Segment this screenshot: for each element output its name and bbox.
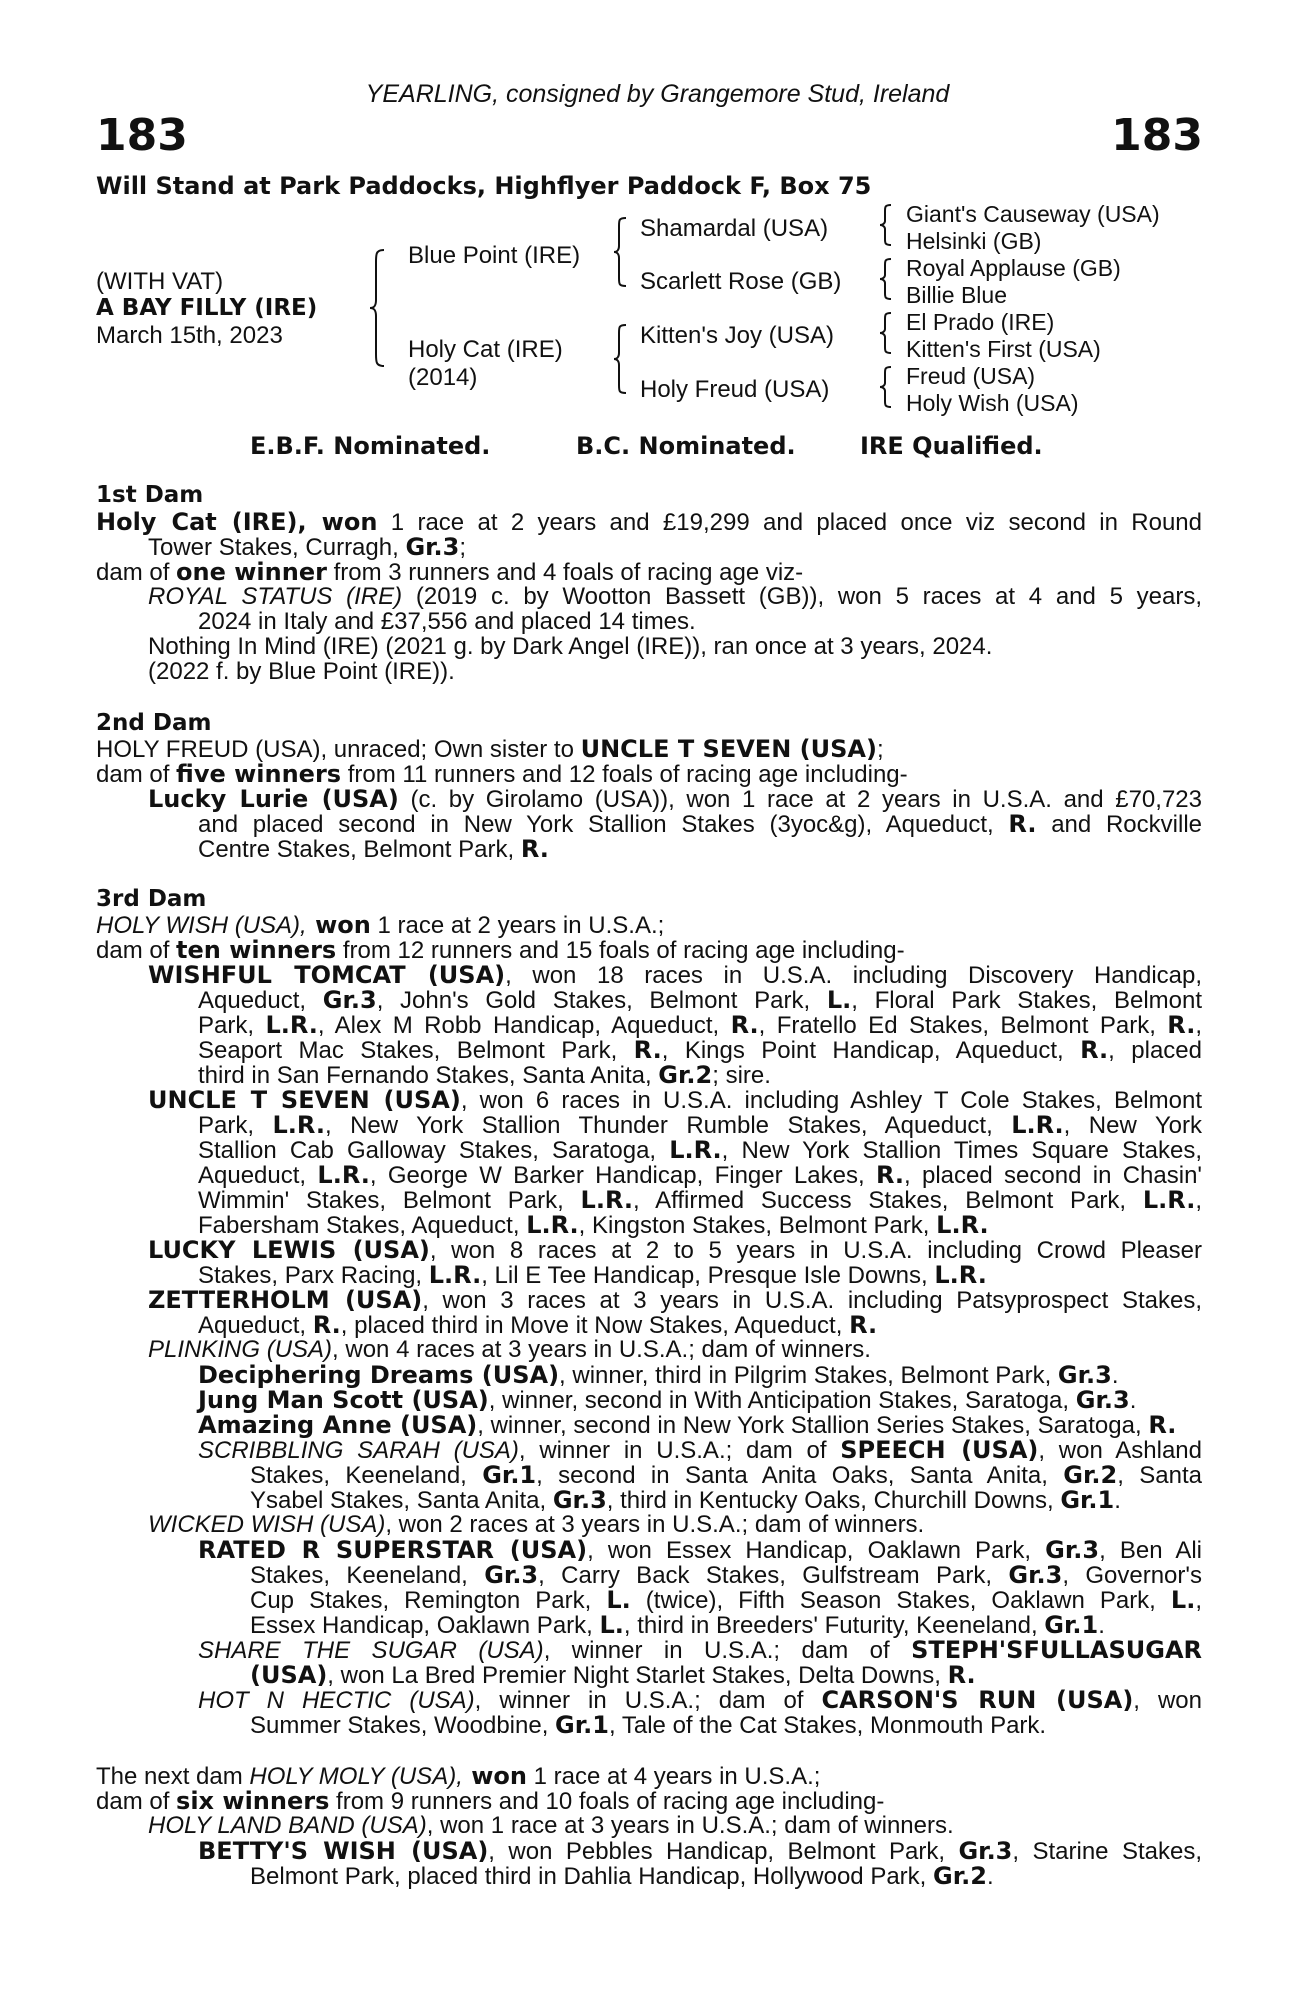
pedigree-ddd: Holy Wish (USA) bbox=[906, 390, 1079, 416]
zetterholm-line-1: ZETTERHOLM (USA), won 3 races at 3 years in U.S.A. including Patsyprospect Stakes, bbox=[148, 1286, 1202, 1314]
tomcat-line-5: third in San Fernando Stakes, Santa Anita, Gr.2; sire. bbox=[198, 1061, 771, 1089]
share-line-2: (USA), won La Bred Premier Night Starlet Stakes, Delta Downs, R. bbox=[250, 1661, 976, 1689]
first-dam-line-2: Tower Stakes, Curragh, Gr.3; bbox=[148, 533, 467, 561]
rated-line-1: RATED R SUPERSTAR (USA), won Essex Handicap, Oaklawn Park, Gr.3, Ben Ali bbox=[198, 1536, 1202, 1564]
wicked-line-1: WICKED WISH (USA), won 2 races at 3 years in U.S.A.; dam of winners. bbox=[148, 1511, 925, 1538]
pedigree-dsd: Kitten's First (USA) bbox=[906, 336, 1101, 362]
next-dam-line-3: HOLY LAND BAND (USA), won 1 race at 3 years in U.S.A.; dam of winners. bbox=[148, 1812, 954, 1839]
first-dam-line-3: dam of one winner from 3 runners and 4 foals of racing age viz- bbox=[96, 558, 804, 586]
third-dam-heading: 3rd Dam bbox=[96, 886, 207, 912]
vat-note: (WITH VAT) bbox=[96, 268, 224, 295]
uncle-line-5: Wimmin' Stakes, Belmont Park, L.R., Affirmed Success Stakes, Belmont Park, L.R., bbox=[198, 1186, 1203, 1214]
betty-line-2: Belmont Park, placed third in Dahlia Handicap, Hollywood Park, Gr.2. bbox=[250, 1862, 994, 1890]
tomcat-line-2: Aqueduct, Gr.3, John's Gold Stakes, Belmont Park, L., Floral Park Stakes, Belmont bbox=[198, 986, 1203, 1014]
pedigree-sire-dam: Scarlett Rose (GB) bbox=[640, 268, 842, 295]
plinking-winner-3: Amazing Anne (USA), winner, second in New York Stallion Series Stakes, Saratoga, R. bbox=[198, 1411, 1177, 1439]
hectic-line-2: Summer Stakes, Woodbine, Gr.1, Tale of the Cat Stakes, Monmouth Park. bbox=[250, 1711, 1047, 1739]
pedigree-dam-dam: Holy Freud (USA) bbox=[640, 376, 830, 403]
pedigree-sire-sire: Shamardal (USA) bbox=[640, 215, 829, 242]
second-dam-line-1: HOLY FREUD (USA), unraced; Own sister to UNCLE T SEVEN (USA); bbox=[96, 735, 884, 763]
consignment-line: YEARLING, consigned by Grangemore Stud, Ireland bbox=[365, 80, 950, 108]
lot-number-right: 183 bbox=[1111, 110, 1203, 161]
first-dam-line-6: Nothing In Mind (IRE) (2021 g. by Dark Angel (IRE)), ran once at 3 years, 2024. bbox=[148, 633, 993, 660]
second-dam-line-5: Centre Stakes, Belmont Park, R. bbox=[198, 835, 549, 863]
plinking-line-1: PLINKING (USA), won 4 races at 3 years in U.S.A.; dam of winners. bbox=[148, 1336, 871, 1363]
pedigree-brace-ds bbox=[878, 311, 894, 355]
first-dam-line-1: Holy Cat (IRE), won 1 race at 2 years and £19,299 and placed once viz second in Round bbox=[96, 508, 1202, 536]
pedigree-dam-year: (2014) bbox=[408, 364, 478, 391]
uncle-line-1: UNCLE T SEVEN (USA), won 6 races in U.S.A. including Ashley T Cole Stakes, Belmont bbox=[148, 1086, 1202, 1114]
scribbling-line-3: Ysabel Stakes, Santa Anita, Gr.3, third in Kentucky Oaks, Churchill Downs, Gr.1. bbox=[250, 1486, 1121, 1514]
scribbling-line-2: Stakes, Keeneland, Gr.1, second in Santa Anita Oaks, Santa Anita, Gr.2, Santa bbox=[250, 1461, 1202, 1489]
first-dam-line-5: 2024 in Italy and £37,556 and placed 14 times. bbox=[198, 608, 696, 635]
uncle-line-4: Aqueduct, L.R., George W Barker Handicap, Finger Lakes, R., placed second in Chasin' bbox=[198, 1161, 1203, 1189]
rated-line-3: Cup Stakes, Remington Park, L. (twice), Fifth Season Stakes, Oaklawn Park, L., bbox=[250, 1586, 1202, 1614]
stand-location: Will Stand at Park Paddocks, Highflyer Paddock F, Box 75 bbox=[96, 172, 872, 200]
pedigree-dam-sire: Kitten's Joy (USA) bbox=[640, 322, 834, 349]
pedigree-brace-dd bbox=[878, 365, 894, 409]
pedigree-dss: El Prado (IRE) bbox=[906, 309, 1055, 335]
pedigree-brace-sd bbox=[878, 257, 894, 301]
pedigree-brace-dam bbox=[612, 323, 630, 395]
second-dam-line-4: and placed second in New York Stallion Stakes (3yoc&g), Aqueduct, R. and Rockville bbox=[198, 810, 1202, 838]
third-dam-line-2: dam of ten winners from 12 runners and 15 foals of racing age including- bbox=[96, 936, 905, 964]
pedigree-ssd: Helsinki (GB) bbox=[906, 228, 1042, 254]
uncle-line-6: Fabersham Stakes, Aqueduct, L.R., Kingston Stakes, Belmont Park, L.R. bbox=[198, 1211, 989, 1239]
pedigree-brace-ss bbox=[878, 203, 894, 247]
scribbling-line-1: SCRIBBLING SARAH (USA), winner in U.S.A.; dam of SPEECH (USA), won Ashland bbox=[198, 1436, 1202, 1464]
share-line-1: SHARE THE SUGAR (USA), winner in U.S.A.; dam of STEPH'SFULLASUGAR bbox=[198, 1636, 1203, 1664]
next-dam-line-2: dam of six winners from 9 runners and 10 foals of racing age including- bbox=[96, 1787, 885, 1815]
lewis-line-2: Stakes, Parx Racing, L.R., Lil E Tee Handicap, Presque Isle Downs, L.R. bbox=[198, 1261, 987, 1289]
pedigree-sds: Royal Applause (GB) bbox=[906, 255, 1121, 281]
rated-line-4: Essex Handicap, Oaklawn Park, L., third in Breeders' Futurity, Keeneland, Gr.1. bbox=[250, 1611, 1105, 1639]
lot-number-left: 183 bbox=[96, 110, 188, 161]
second-dam-heading: 2nd Dam bbox=[96, 710, 212, 736]
foaling-date: March 15th, 2023 bbox=[96, 322, 283, 349]
first-dam-line-7: (2022 f. by Blue Point (IRE)). bbox=[148, 658, 455, 685]
pedigree-brace-sire-dam bbox=[368, 248, 388, 368]
bc-nomination: B.C. Nominated. bbox=[576, 432, 796, 460]
tomcat-line-3: Park, L.R., Alex M Robb Handicap, Aqueduct, R., Fratello Ed Stakes, Belmont Park, R., bbox=[198, 1011, 1203, 1039]
hectic-line-1: HOT N HECTIC (USA), winner in U.S.A.; dam of CARSON'S RUN (USA), won bbox=[198, 1686, 1202, 1714]
first-dam-line-4: ROYAL STATUS (IRE) (2019 c. by Wootton Bassett (GB)), won 5 races at 4 and 5 years, bbox=[148, 583, 1202, 610]
pedigree-sdd: Billie Blue bbox=[906, 282, 1007, 308]
second-dam-line-3: Lucky Lurie (USA) (c. by Girolamo (USA)), won 1 race at 2 years in U.S.A. and £70,723 bbox=[148, 785, 1202, 813]
rated-line-2: Stakes, Keeneland, Gr.3, Carry Back Stakes, Gulfstream Park, Gr.3, Governor's bbox=[250, 1561, 1202, 1589]
pedigree-dds: Freud (USA) bbox=[906, 363, 1036, 389]
betty-line-1: BETTY'S WISH (USA), won Pebbles Handicap, Belmont Park, Gr.3, Starine Stakes, bbox=[198, 1837, 1203, 1865]
pedigree-sss: Giant's Causeway (USA) bbox=[906, 201, 1160, 227]
horse-name: A BAY FILLY (IRE) bbox=[96, 295, 318, 321]
pedigree-brace-sire bbox=[612, 216, 630, 288]
uncle-line-3: Stallion Cab Galloway Stakes, Saratoga, L.R., New York Stallion Times Square Stakes, bbox=[198, 1136, 1202, 1164]
ire-qualified: IRE Qualified. bbox=[860, 432, 1043, 460]
lewis-line-1: LUCKY LEWIS (USA), won 8 races at 2 to 5 years in U.S.A. including Crowd Pleaser bbox=[148, 1236, 1202, 1264]
third-dam-line-1: HOLY WISH (USA), won 1 race at 2 years in U.S.A.; bbox=[96, 911, 665, 939]
tomcat-line-4: Seaport Mac Stakes, Belmont Park, R., Kings Point Handicap, Aqueduct, R., placed bbox=[198, 1036, 1202, 1064]
plinking-winner-1: Deciphering Dreams (USA), winner, third in Pilgrim Stakes, Belmont Park, Gr.3. bbox=[198, 1361, 1119, 1389]
pedigree-dam: Holy Cat (IRE) bbox=[408, 336, 563, 363]
tomcat-line-1: WISHFUL TOMCAT (USA), won 18 races in U.S.A. including Discovery Handicap, bbox=[148, 961, 1203, 989]
zetterholm-line-2: Aqueduct, R., placed third in Move it Now Stakes, Aqueduct, R. bbox=[198, 1311, 878, 1339]
uncle-line-2: Park, L.R., New York Stallion Thunder Rumble Stakes, Aqueduct, L.R., New York bbox=[198, 1111, 1202, 1139]
second-dam-line-2: dam of five winners from 11 runners and 12 foals of racing age including- bbox=[96, 760, 908, 788]
pedigree-sire: Blue Point (IRE) bbox=[408, 242, 581, 269]
plinking-winner-2: Jung Man Scott (USA), winner, second in With Anticipation Stakes, Saratoga, Gr.3. bbox=[198, 1386, 1137, 1414]
first-dam-heading: 1st Dam bbox=[96, 482, 204, 508]
ebf-nomination: E.B.F. Nominated. bbox=[250, 432, 491, 460]
next-dam-line-1: The next dam HOLY MOLY (USA), won 1 race at 4 years in U.S.A.; bbox=[96, 1762, 821, 1790]
